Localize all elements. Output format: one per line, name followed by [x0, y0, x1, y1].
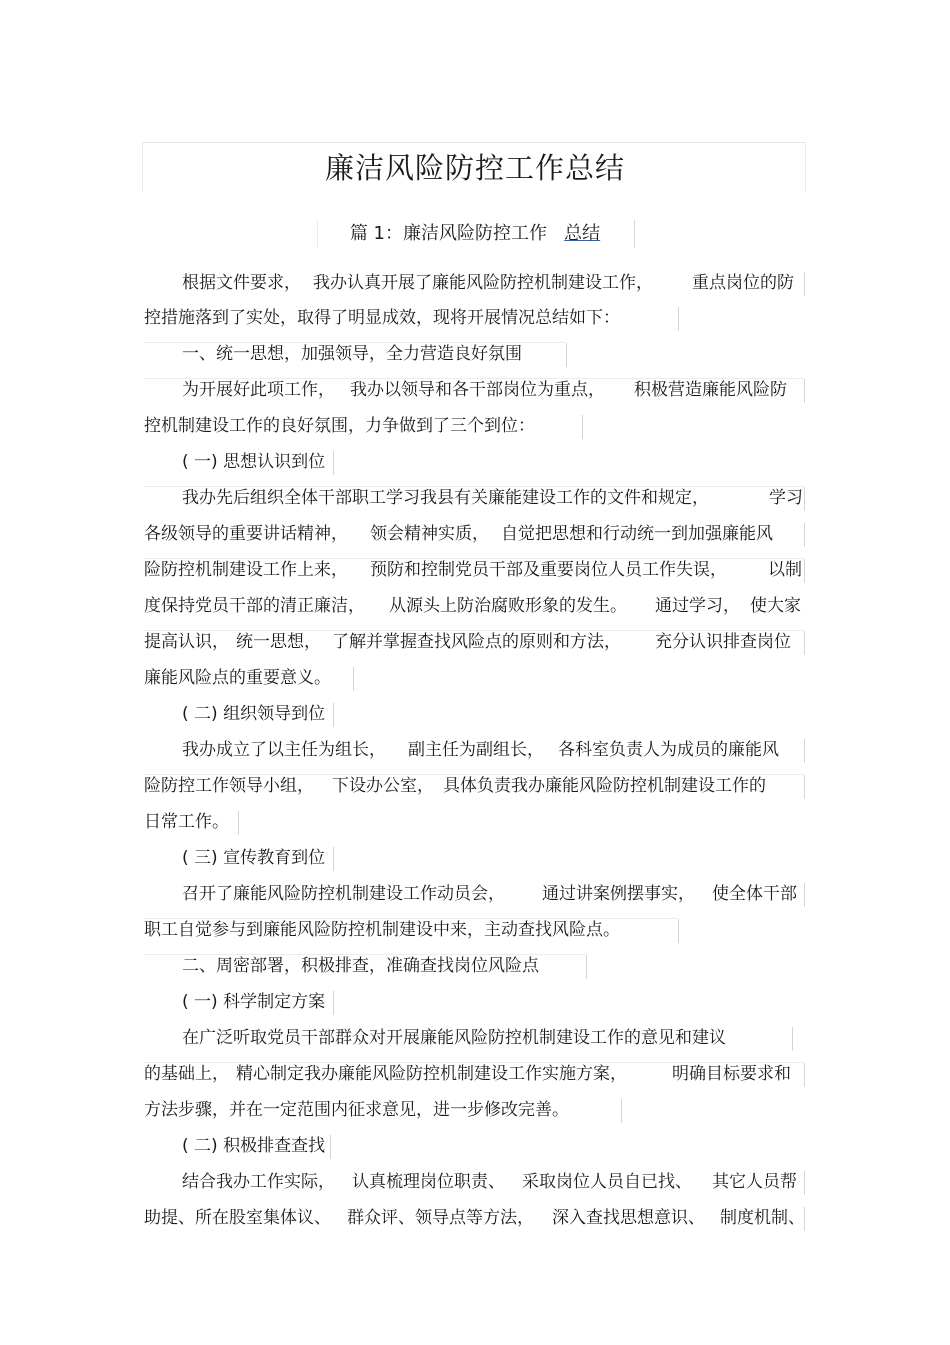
document-subtitle [0, 221, 950, 247]
text-fragment: 廉能风险点的重要意义。 [144, 668, 331, 688]
subsection-heading: ( 二) 积极排查查找 [182, 1136, 326, 1156]
text-fragment: 认真梳理岗位职责、 [352, 1172, 505, 1192]
text-fragment: 各科室负责人为成员的廉能风 [558, 740, 779, 760]
text-fragment: 深入查找思想意识、 [552, 1208, 705, 1228]
text-fragment: 我办认真开展了廉能风险防控机制建设工作， [313, 273, 653, 293]
text-fragment: 下设办公室， [332, 776, 434, 796]
line-end-mark [804, 883, 805, 907]
line-end-mark [804, 272, 805, 296]
text-fragment: 充分认识排查岗位 [655, 632, 791, 652]
text-fragment: 其它人员帮 [712, 1172, 797, 1192]
text-fragment: 我办以领导和各干部岗位为重点， [350, 380, 605, 400]
text-fragment: 学习 [769, 488, 803, 508]
text-fragment: 在广泛听取党员干部群众对开展廉能风险防控机制建设工作的意见和建议 [182, 1028, 726, 1048]
text-fragment: 控机制建设工作的良好氛围，力争做到了三个到位： [144, 416, 535, 436]
line-end-mark [804, 631, 805, 655]
line-end-mark [804, 1207, 805, 1231]
text-fragment: 的基础上， [144, 1064, 229, 1084]
text-fragment: 控措施落到了实处，取得了明显成效，现将开展情况总结如下： [144, 308, 620, 328]
line-end-mark [586, 955, 587, 979]
text-fragment: 召开了廉能风险防控机制建设工作动员会， [182, 884, 505, 904]
text-fragment: 自觉把思想和行动统一到加强廉能风 [501, 524, 773, 544]
subsection-heading: ( 二) 组织领导到位 [182, 704, 326, 724]
text-fragment: 使大家 [750, 596, 801, 616]
subsection-heading: ( 三) 宣传教育到位 [182, 848, 326, 868]
text-fragment: 副主任为副组长， [408, 740, 544, 760]
line-end-mark [333, 451, 334, 475]
text-fragment: 根据文件要求， [182, 273, 301, 293]
text-fragment: 预防和控制党员干部及重要岗位人员工作失误， [370, 560, 727, 580]
line-end-mark [804, 739, 805, 763]
text-fragment: 重点岗位的防 [692, 273, 794, 293]
text-fragment: 从源头上防治腐败形象的发生。 [389, 596, 627, 616]
line-end-mark [792, 1027, 793, 1051]
text-fragment: 险防控工作领导小组， [144, 776, 314, 796]
line-end-mark [804, 775, 805, 799]
text-fragment: 提高认识， [144, 632, 229, 652]
text-fragment: 结合我办工作实际， [182, 1172, 335, 1192]
text-fragment: 群众评、领导点等方法， [347, 1208, 534, 1228]
text-fragment: 险防控机制建设工作上来， [144, 560, 348, 580]
text-fragment: 明确目标要求和 [672, 1064, 791, 1084]
subtitle-main: 篇 1：廉洁风险防控工作 [349, 223, 547, 244]
line-end-mark [621, 1099, 622, 1123]
text-fragment: 我办先后组织全体干部职工学习我县有关廉能建设工作的文件和规定， [182, 488, 709, 508]
text-fragment: 制度机制、 [720, 1208, 805, 1228]
text-fragment: 日常工作。 [144, 812, 229, 832]
text-fragment: 使全体干部 [712, 884, 797, 904]
section-heading: 二、周密部署，积极排查，准确查找岗位风险点 [182, 956, 539, 976]
line-end-mark [333, 847, 334, 871]
line-end-mark [804, 379, 805, 403]
subsection-heading: ( 一) 思想认识到位 [182, 452, 326, 472]
subsection-heading: ( 一) 科学制定方案 [182, 992, 326, 1012]
line-end-mark [804, 487, 805, 511]
text-fragment: 为开展好此项工作， [182, 380, 335, 400]
text-fragment: 职工自觉参与到廉能风险防控机制建设中来，主动查找风险点。 [144, 920, 620, 940]
line-end-mark [678, 307, 679, 331]
text-fragment: 通过讲案例摆事实， [542, 884, 695, 904]
text-fragment: 领会精神实质， [370, 524, 489, 544]
line-end-mark [353, 667, 354, 691]
text-fragment: 统一思想， [236, 632, 321, 652]
text-fragment: 具体负责我办廉能风险防控机制建设工作的 [443, 776, 766, 796]
line-end-mark [238, 811, 239, 835]
text-fragment: 采取岗位人员自已找、 [522, 1172, 692, 1192]
line-end-mark [804, 559, 805, 583]
text-fragment: 了解并掌握查找风险点的原则和方法， [332, 632, 621, 652]
text-fragment: 方法步骤，并在一定范围内征求意见，进一步修改完善。 [144, 1100, 569, 1120]
text-fragment: 度保持党员干部的清正廉洁， [144, 596, 365, 616]
line-end-mark [333, 703, 334, 727]
text-fragment: 我办成立了以主任为组长， [182, 740, 386, 760]
line-end-mark [804, 1063, 805, 1087]
line-end-mark [804, 523, 805, 547]
text-fragment: 以制 [768, 560, 802, 580]
document-title: 廉洁风险防控工作总结 [324, 151, 625, 185]
line-end-mark [582, 415, 583, 439]
line-end-mark [678, 919, 679, 943]
line-end-mark [804, 1171, 805, 1195]
section-heading: 一、统一思想，加强领导，全力营造良好氛围 [182, 344, 522, 364]
subtitle-underlined: 总结 [564, 223, 601, 244]
line-end-mark [330, 1135, 331, 1159]
line-end-mark [566, 343, 567, 367]
text-fragment: 精心制定我办廉能风险防控机制建设工作实施方案， [236, 1064, 627, 1084]
text-fragment: 各级领导的重要讲话精神， [144, 524, 348, 544]
text-fragment: 积极营造廉能风险防 [634, 380, 787, 400]
text-fragment: 通过学习， [655, 596, 740, 616]
line-end-mark [333, 991, 334, 1015]
text-fragment: 助提、所在股室集体议、 [144, 1208, 331, 1228]
